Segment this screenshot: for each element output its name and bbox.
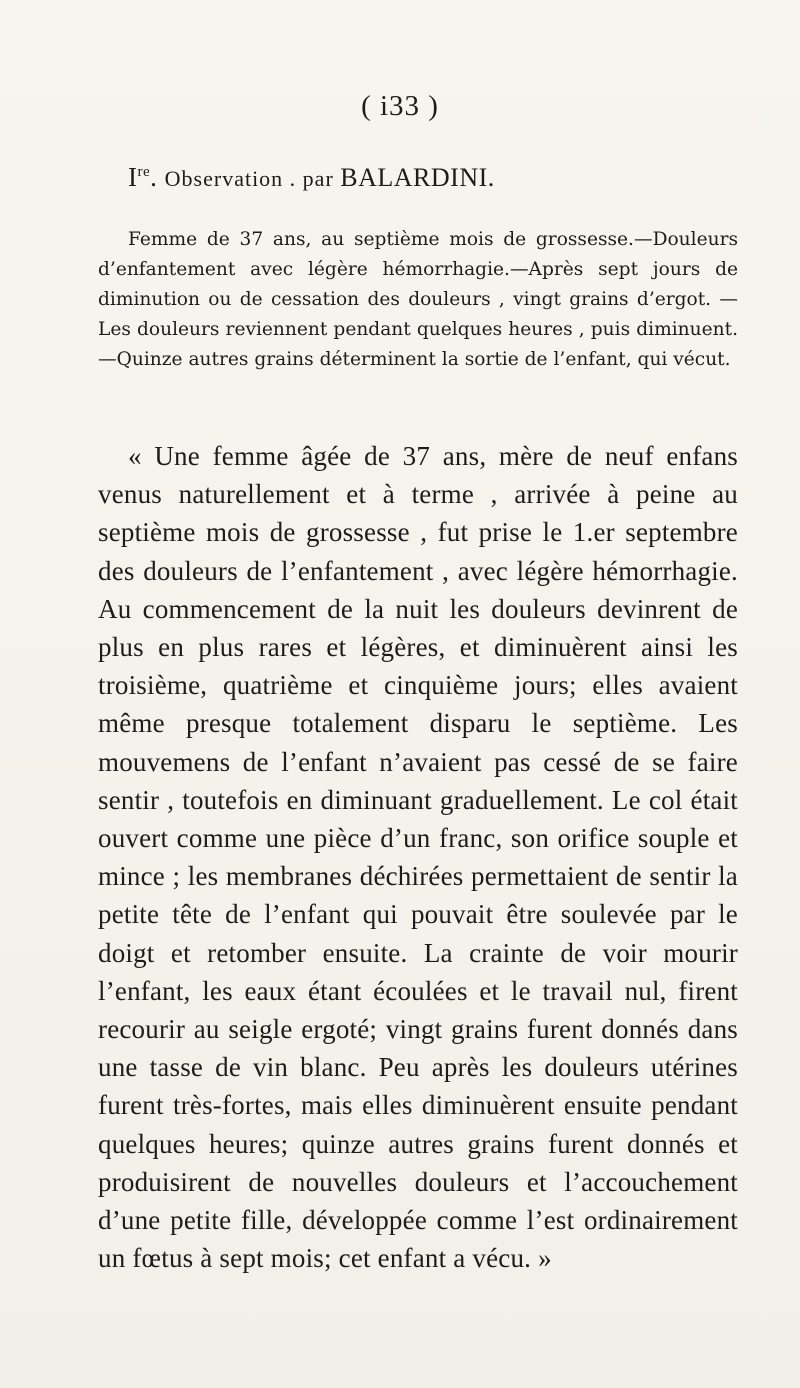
observation-heading — [128, 162, 495, 193]
page-number: ( i33 ) — [361, 90, 439, 122]
heading-author: BALARDINI. — [340, 163, 495, 192]
heading-label: Observation . par — [164, 166, 341, 191]
case-narrative: « Une femme âgée de 37 ans, mère de neuf enfans venus naturellement et à terme , arrivée à peine au septième mois de grossesse , fut prise le 1.er septembre des douleurs de l’enfantement , avec légère hémorrhagie. Au commencement de la nuit les douleurs devinrent de plus en plus rares et légères, et diminuèrent ainsi les troisième, quatrième et cinquième jours; elles avaient même presque totalement disparu le septième. Les mouvemens de l’enfant n’avaient pas cessé de se faire sentir , toutefois en diminuant graduellement. Le col était ouvert comme une pièce d’un franc, son orifice souple et mince ; les membranes déchirées permettaient de sentir la petite tête de l’enfant qui pouvait être soulevée par le doigt et retomber ensuite. La crainte de voir mourir l’enfant, les eaux étant écoulées et le travail nul, firent recourir au seigle ergoté; vingt grains furent donnés dans une tasse de vin blanc. Peu après les douleurs utérines furent très-fortes, mais elles diminuèrent ensuite pendant quelques heures; quinze autres grains furent donnés et produisirent de nouvelles douleurs et l’accouchement d’une petite fille, développée comme l’est ordinairement un fœtus à sept mois; cet enfant a vécu. » — [98, 441, 738, 1274]
heading-ordinal-suffix: . — [150, 162, 165, 192]
case-summary: Femme de 37 ans, au septième mois de grossesse.—Douleurs d’enfantement avec légère hémorrhagie.—Après sept jours de diminution ou de cessation des douleurs , vingt grains d’ergot. — Les douleurs reviennent pendant quelques heures , puis diminuent.—Quinze autres grains déterminent la sortie de l’enfant, qui vécut. — [98, 228, 738, 370]
heading-ordinal: I — [128, 162, 138, 192]
heading-ordinal-superscript: re — [137, 164, 151, 180]
